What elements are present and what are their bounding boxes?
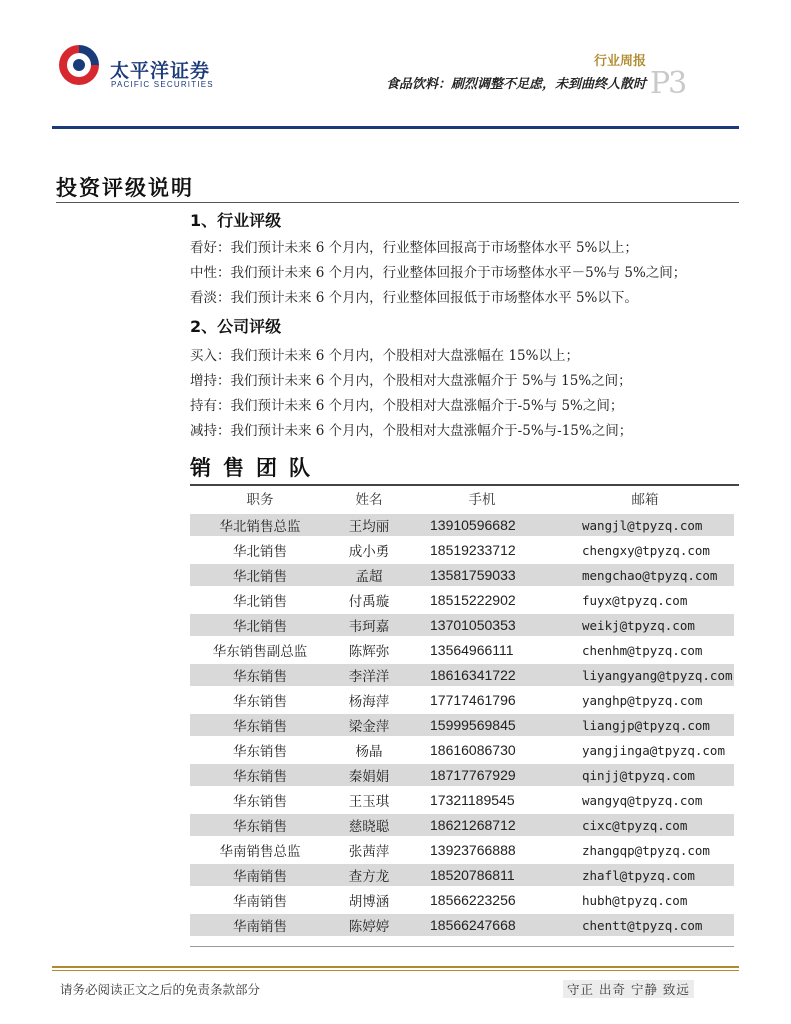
table-row	[190, 789, 734, 811]
table-row	[190, 864, 734, 886]
phone-cell: 18566247668	[408, 914, 556, 936]
column-header-email: 邮箱	[631, 492, 659, 508]
name-cell: 张茜萍	[348, 844, 390, 860]
industry-rating-line: 看淡：我们预计未来 6 个月内，行业整体回报低于市场整体水平 5%以下。	[190, 290, 638, 306]
table-row	[190, 889, 734, 911]
footer-divider-thin	[52, 970, 739, 971]
role-cell: 华东销售	[233, 794, 287, 810]
email-cell: cixc@tpyzq.com	[556, 814, 734, 836]
role-cell: 华东销售	[190, 664, 330, 686]
footer-divider	[52, 966, 739, 968]
phone-cell: 17321189545	[430, 792, 515, 808]
table-row	[190, 514, 734, 536]
name-cell: 李洋洋	[330, 664, 408, 686]
email-cell: chengxy@tpyzq.com	[582, 542, 710, 558]
name-cell: 韦珂嘉	[330, 614, 408, 636]
company-rating-line: 买入：我们预计未来 6 个月内，个股相对大盘涨幅在 15%以上；	[190, 348, 579, 364]
role-cell: 华北销售	[233, 594, 287, 610]
footer-slogan: 守正 出奇 宁静 致远	[563, 980, 694, 998]
phone-cell: 18520786811	[408, 864, 556, 886]
email-cell: wangyq@tpyzq.com	[582, 792, 703, 808]
table-row	[190, 639, 734, 661]
name-cell: 孟超	[330, 564, 408, 586]
name-cell: 陈婷婷	[330, 914, 408, 936]
email-cell: mengchao@tpyzq.com	[556, 564, 734, 586]
header-divider	[52, 126, 739, 129]
email-cell: liyangyang@tpyzq.com	[556, 664, 734, 686]
rating-section-title: 投资评级说明	[56, 175, 194, 200]
table-row	[190, 539, 734, 561]
table-row	[190, 739, 734, 761]
industry-rating-heading: 1、行业评级	[190, 211, 282, 230]
role-cell: 华东销售	[233, 694, 287, 710]
email-cell: wangjl@tpyzq.com	[556, 514, 734, 536]
company-rating-line: 增持：我们预计未来 6 个月内，个股相对大盘涨幅介于 5%与 15%之间；	[190, 373, 632, 389]
footer-disclaimer: 请务必阅读正文之后的免责条款部分	[60, 982, 261, 997]
table-row	[190, 689, 734, 711]
phone-cell: 18616086730	[430, 742, 516, 758]
table-row	[190, 764, 734, 786]
table-row	[190, 839, 734, 861]
page-number: P3	[650, 66, 686, 101]
role-cell: 华南销售	[190, 914, 330, 936]
phone-cell: 18621268712	[408, 814, 556, 836]
table-row	[190, 914, 734, 936]
name-cell: 成小勇	[348, 544, 390, 560]
name-cell: 秦娟娟	[330, 764, 408, 786]
email-cell: liangjp@tpyzq.com	[556, 714, 734, 736]
email-cell: zhafl@tpyzq.com	[556, 864, 734, 886]
column-header-name: 姓名	[355, 492, 383, 508]
sales-team-table	[190, 511, 734, 939]
phone-cell: 13923766888	[430, 842, 516, 858]
name-cell: 陈辉弥	[348, 644, 390, 660]
table-row	[190, 614, 734, 636]
role-cell: 华北销售	[190, 564, 330, 586]
report-title: 食品饮料：刷烈调整不足虑，未到曲终人散时	[385, 77, 646, 92]
company-rating-line: 持有：我们预计未来 6 个月内，个股相对大盘涨幅介于-5%与 5%之间；	[190, 398, 624, 414]
role-cell: 华北销售	[190, 614, 330, 636]
phone-cell: 13564966111	[430, 642, 514, 658]
email-cell: hubh@tpyzq.com	[582, 892, 688, 908]
role-cell: 华南销售	[190, 864, 330, 886]
email-cell: weikj@tpyzq.com	[556, 614, 734, 636]
company-name-cn: 太平洋证券	[110, 60, 211, 82]
company-rating-line: 减持：我们预计未来 6 个月内，个股相对大盘涨幅介于-5%与-15%之间；	[190, 423, 633, 439]
report-type: 行业周报	[593, 54, 646, 69]
table-row	[190, 564, 734, 586]
name-cell: 慈晓聪	[330, 814, 408, 836]
table-row	[190, 814, 734, 836]
name-cell: 梁金萍	[330, 714, 408, 736]
table-row	[190, 589, 734, 611]
name-cell: 胡博涵	[348, 894, 390, 910]
company-logo-icon	[56, 42, 102, 88]
table-row	[190, 714, 734, 736]
sales-team-title: 销售团队	[190, 455, 322, 480]
phone-cell: 18717767929	[408, 764, 556, 786]
name-cell: 查方龙	[330, 864, 408, 886]
industry-rating-line: 看好：我们预计未来 6 个月内，行业整体回报高于市场整体水平 5%以上；	[190, 240, 638, 256]
role-cell: 华北销售	[233, 544, 287, 560]
role-cell: 华东销售	[190, 714, 330, 736]
email-cell: yanghp@tpyzq.com	[582, 692, 703, 708]
phone-cell: 13701050353	[408, 614, 556, 636]
phone-cell: 13910596682	[408, 514, 556, 536]
email-cell: fuyx@tpyzq.com	[582, 592, 688, 608]
name-cell: 杨海萍	[348, 694, 390, 710]
industry-rating-line: 中性：我们预计未来 6 个月内，行业整体回报介于市场整体水平－5%与 5%之间；	[190, 265, 687, 281]
email-cell: chentt@tpyzq.com	[556, 914, 734, 936]
role-cell: 华南销售	[233, 894, 287, 910]
company-rating-heading: 2、公司评级	[190, 317, 282, 336]
email-cell: qinjj@tpyzq.com	[556, 764, 734, 786]
role-cell: 华东销售	[190, 764, 330, 786]
section-divider	[56, 202, 739, 203]
email-cell: chenhm@tpyzq.com	[582, 642, 703, 658]
role-cell: 华北销售总监	[190, 514, 330, 536]
phone-cell: 13581759033	[408, 564, 556, 586]
role-cell: 华东销售副总监	[212, 644, 308, 660]
column-header-role: 职务	[246, 492, 274, 508]
name-cell: 杨晶	[355, 744, 383, 760]
phone-cell: 18616341722	[408, 664, 556, 686]
name-cell: 王玉琪	[348, 794, 390, 810]
phone-cell: 17717461796	[430, 692, 516, 708]
phone-cell: 18566223256	[430, 892, 516, 908]
email-cell: zhangqp@tpyzq.com	[582, 842, 710, 858]
table-row	[190, 664, 734, 686]
name-cell: 付禹璇	[348, 594, 390, 610]
role-cell: 华东销售	[233, 744, 287, 760]
team-table-bottom-rule	[190, 946, 734, 947]
email-cell: yangjinga@tpyzq.com	[582, 742, 725, 758]
phone-cell: 18515222902	[430, 592, 516, 608]
phone-cell: 15999569845	[408, 714, 556, 736]
column-header-phone: 手机	[468, 492, 496, 508]
role-cell: 华东销售	[190, 814, 330, 836]
team-header-divider	[190, 484, 739, 486]
role-cell: 华南销售总监	[219, 844, 301, 860]
company-name-en: PACIFIC SECURITIES	[111, 80, 214, 89]
phone-cell: 18519233712	[430, 542, 516, 558]
name-cell: 王均丽	[330, 514, 408, 536]
